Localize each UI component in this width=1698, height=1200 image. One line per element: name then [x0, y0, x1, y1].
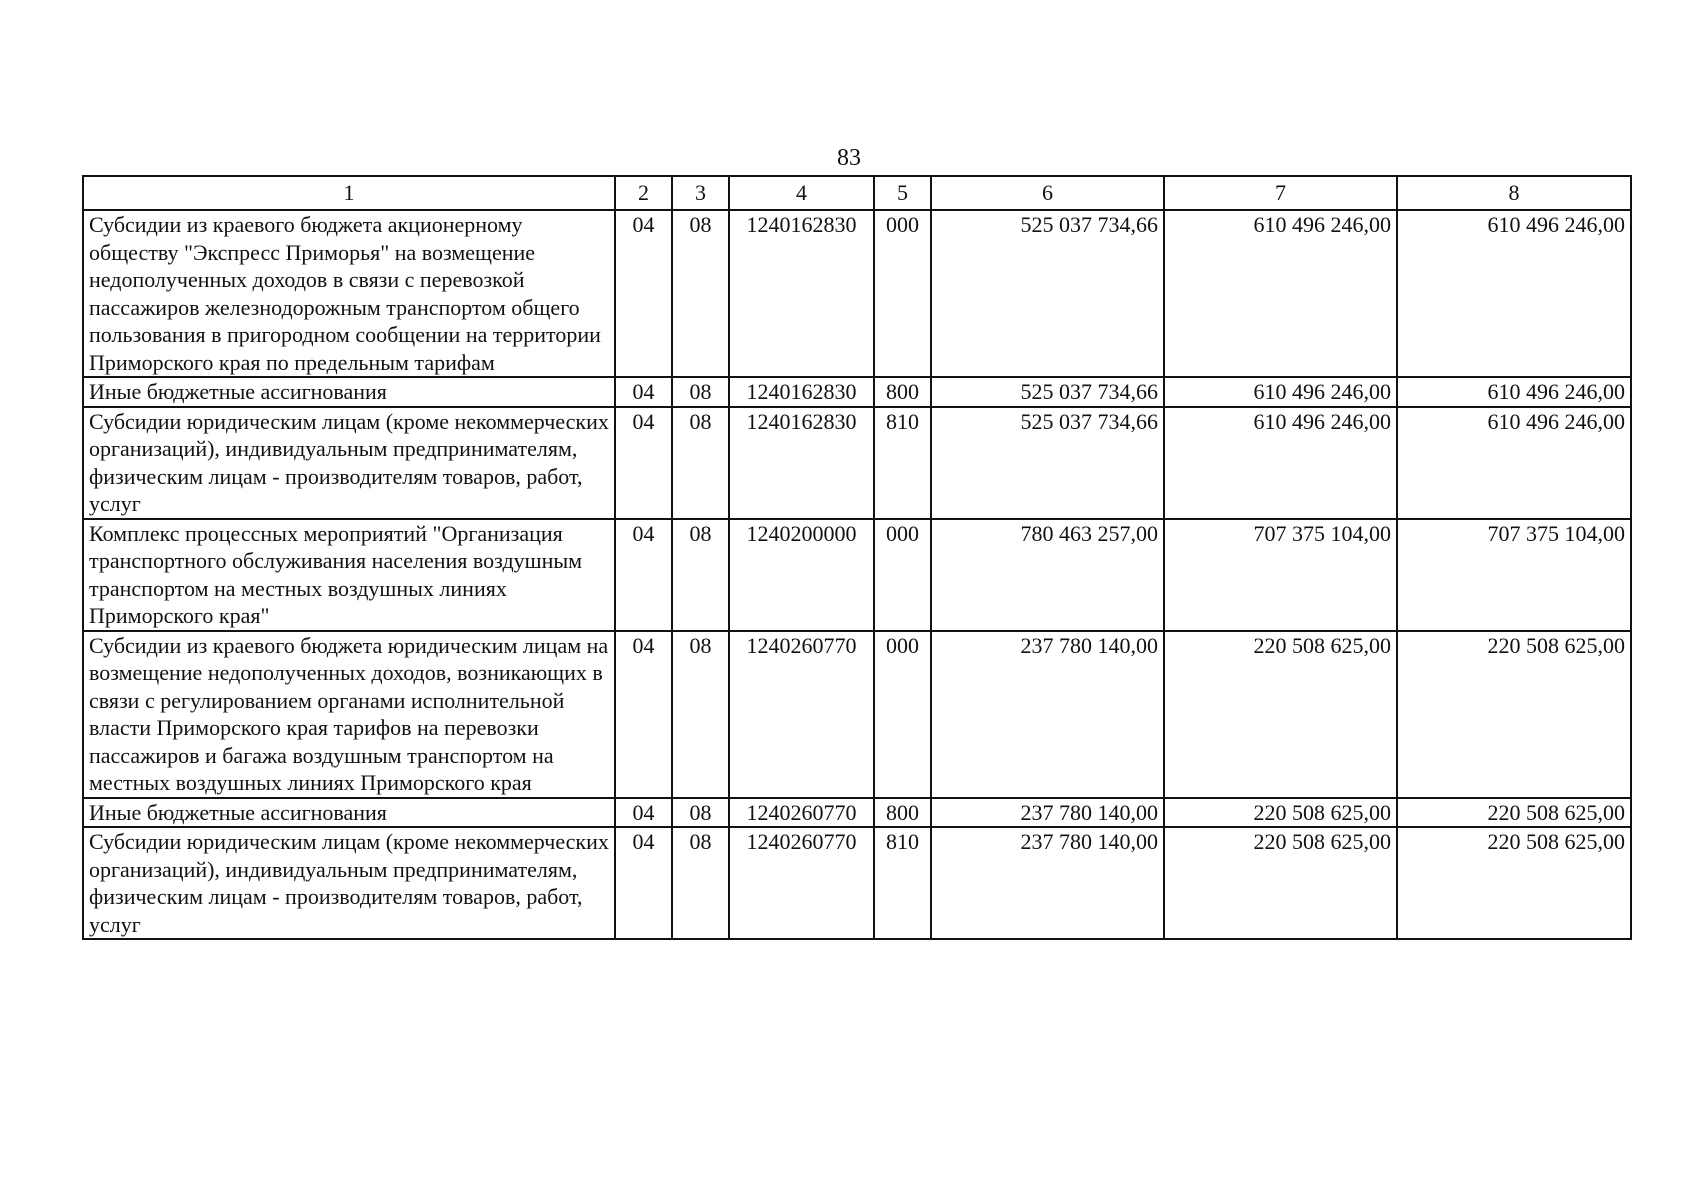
page-number: 83 [837, 145, 861, 171]
subsection-code: 08 [672, 377, 729, 407]
expense-type-code: 000 [874, 519, 931, 631]
column-header: 2 [615, 176, 672, 210]
row-name: Субсидии из краевого бюджета юридическим лицам на возмещение недополученных доходов, возникающих в связи с регулированием органами исполнительной власти Приморского края тарифов на перевозки пассажиров и багажа воздушным транспортом на местных воздушных линиях Приморского края [83, 631, 615, 798]
section-code: 04 [615, 827, 672, 939]
table-header [83, 176, 1631, 210]
amount-col7: 220 508 625,00 [1164, 798, 1397, 828]
amount-col7: 220 508 625,00 [1164, 827, 1397, 939]
target-article-code: 1240162830 [729, 407, 874, 519]
table-row [83, 798, 1631, 828]
amount-col6: 525 037 734,66 [931, 377, 1164, 407]
target-article-code: 1240162830 [729, 210, 874, 377]
column-header: 4 [729, 176, 874, 210]
section-code: 04 [615, 407, 672, 519]
subsection-code: 08 [672, 827, 729, 939]
amount-col7: 610 496 246,00 [1164, 407, 1397, 519]
target-article-code: 1240260770 [729, 827, 874, 939]
section-code: 04 [615, 798, 672, 828]
amount-col7: 610 496 246,00 [1164, 210, 1397, 377]
target-article-code: 1240162830 [729, 377, 874, 407]
table-body [83, 210, 1631, 939]
subsection-code: 08 [672, 519, 729, 631]
row-name: Комплекс процессных мероприятий "Организация транспортного обслуживания населения воздушным транспортом на местных воздушных линиях Приморского края" [83, 519, 615, 631]
amount-col6: 525 037 734,66 [931, 210, 1164, 377]
amount-col6: 237 780 140,00 [931, 827, 1164, 939]
amount-col8: 610 496 246,00 [1397, 407, 1631, 519]
amount-col7: 610 496 246,00 [1164, 377, 1397, 407]
target-article-code: 1240200000 [729, 519, 874, 631]
table-row [83, 377, 1631, 407]
amount-col8: 610 496 246,00 [1397, 210, 1631, 377]
column-header: 8 [1397, 176, 1631, 210]
target-article-code: 1240260770 [729, 798, 874, 828]
amount-col8: 220 508 625,00 [1397, 827, 1631, 939]
expense-type-code: 800 [874, 798, 931, 828]
table-row [83, 519, 1631, 631]
row-name: Субсидии из краевого бюджета акционерному обществу "Экспресс Приморья" на возмещение недополученных доходов в связи с перевозкой пассажиров железнодорожным транспортом общего пользования в пригородном сообщении на территории Приморского края по предельным тарифам [83, 210, 615, 377]
section-code: 04 [615, 210, 672, 377]
table-row [83, 631, 1631, 798]
amount-col8: 220 508 625,00 [1397, 798, 1631, 828]
amount-col8: 220 508 625,00 [1397, 631, 1631, 798]
header-row [83, 176, 1631, 210]
row-name: Субсидии юридическим лицам (кроме некоммерческих организаций), индивидуальным предпринимателям, физическим лицам - производителям товаров, работ, услуг [83, 407, 615, 519]
table-row [83, 827, 1631, 939]
amount-col8: 610 496 246,00 [1397, 377, 1631, 407]
column-header: 5 [874, 176, 931, 210]
subsection-code: 08 [672, 798, 729, 828]
column-header: 1 [83, 176, 615, 210]
amount-col7: 220 508 625,00 [1164, 631, 1397, 798]
subsection-code: 08 [672, 631, 729, 798]
expense-type-code: 000 [874, 631, 931, 798]
section-code: 04 [615, 519, 672, 631]
amount-col6: 780 463 257,00 [931, 519, 1164, 631]
amount-col6: 525 037 734,66 [931, 407, 1164, 519]
subsection-code: 08 [672, 407, 729, 519]
expense-type-code: 800 [874, 377, 931, 407]
column-header: 3 [672, 176, 729, 210]
expense-type-code: 810 [874, 827, 931, 939]
section-code: 04 [615, 377, 672, 407]
section-code: 04 [615, 631, 672, 798]
expense-type-code: 000 [874, 210, 931, 377]
expense-type-code: 810 [874, 407, 931, 519]
column-header: 7 [1164, 176, 1397, 210]
subsection-code: 08 [672, 210, 729, 377]
row-name: Иные бюджетные ассигнования [83, 377, 615, 407]
table-row [83, 210, 1631, 377]
column-header: 6 [931, 176, 1164, 210]
row-name: Субсидии юридическим лицам (кроме некоммерческих организаций), индивидуальным предпринимателям, физическим лицам - производителям товаров, работ, услуг [83, 827, 615, 939]
budget-table [82, 175, 1632, 940]
amount-col6: 237 780 140,00 [931, 798, 1164, 828]
amount-col7: 707 375 104,00 [1164, 519, 1397, 631]
row-name: Иные бюджетные ассигнования [83, 798, 615, 828]
target-article-code: 1240260770 [729, 631, 874, 798]
amount-col6: 237 780 140,00 [931, 631, 1164, 798]
table-row [83, 407, 1631, 519]
amount-col8: 707 375 104,00 [1397, 519, 1631, 631]
